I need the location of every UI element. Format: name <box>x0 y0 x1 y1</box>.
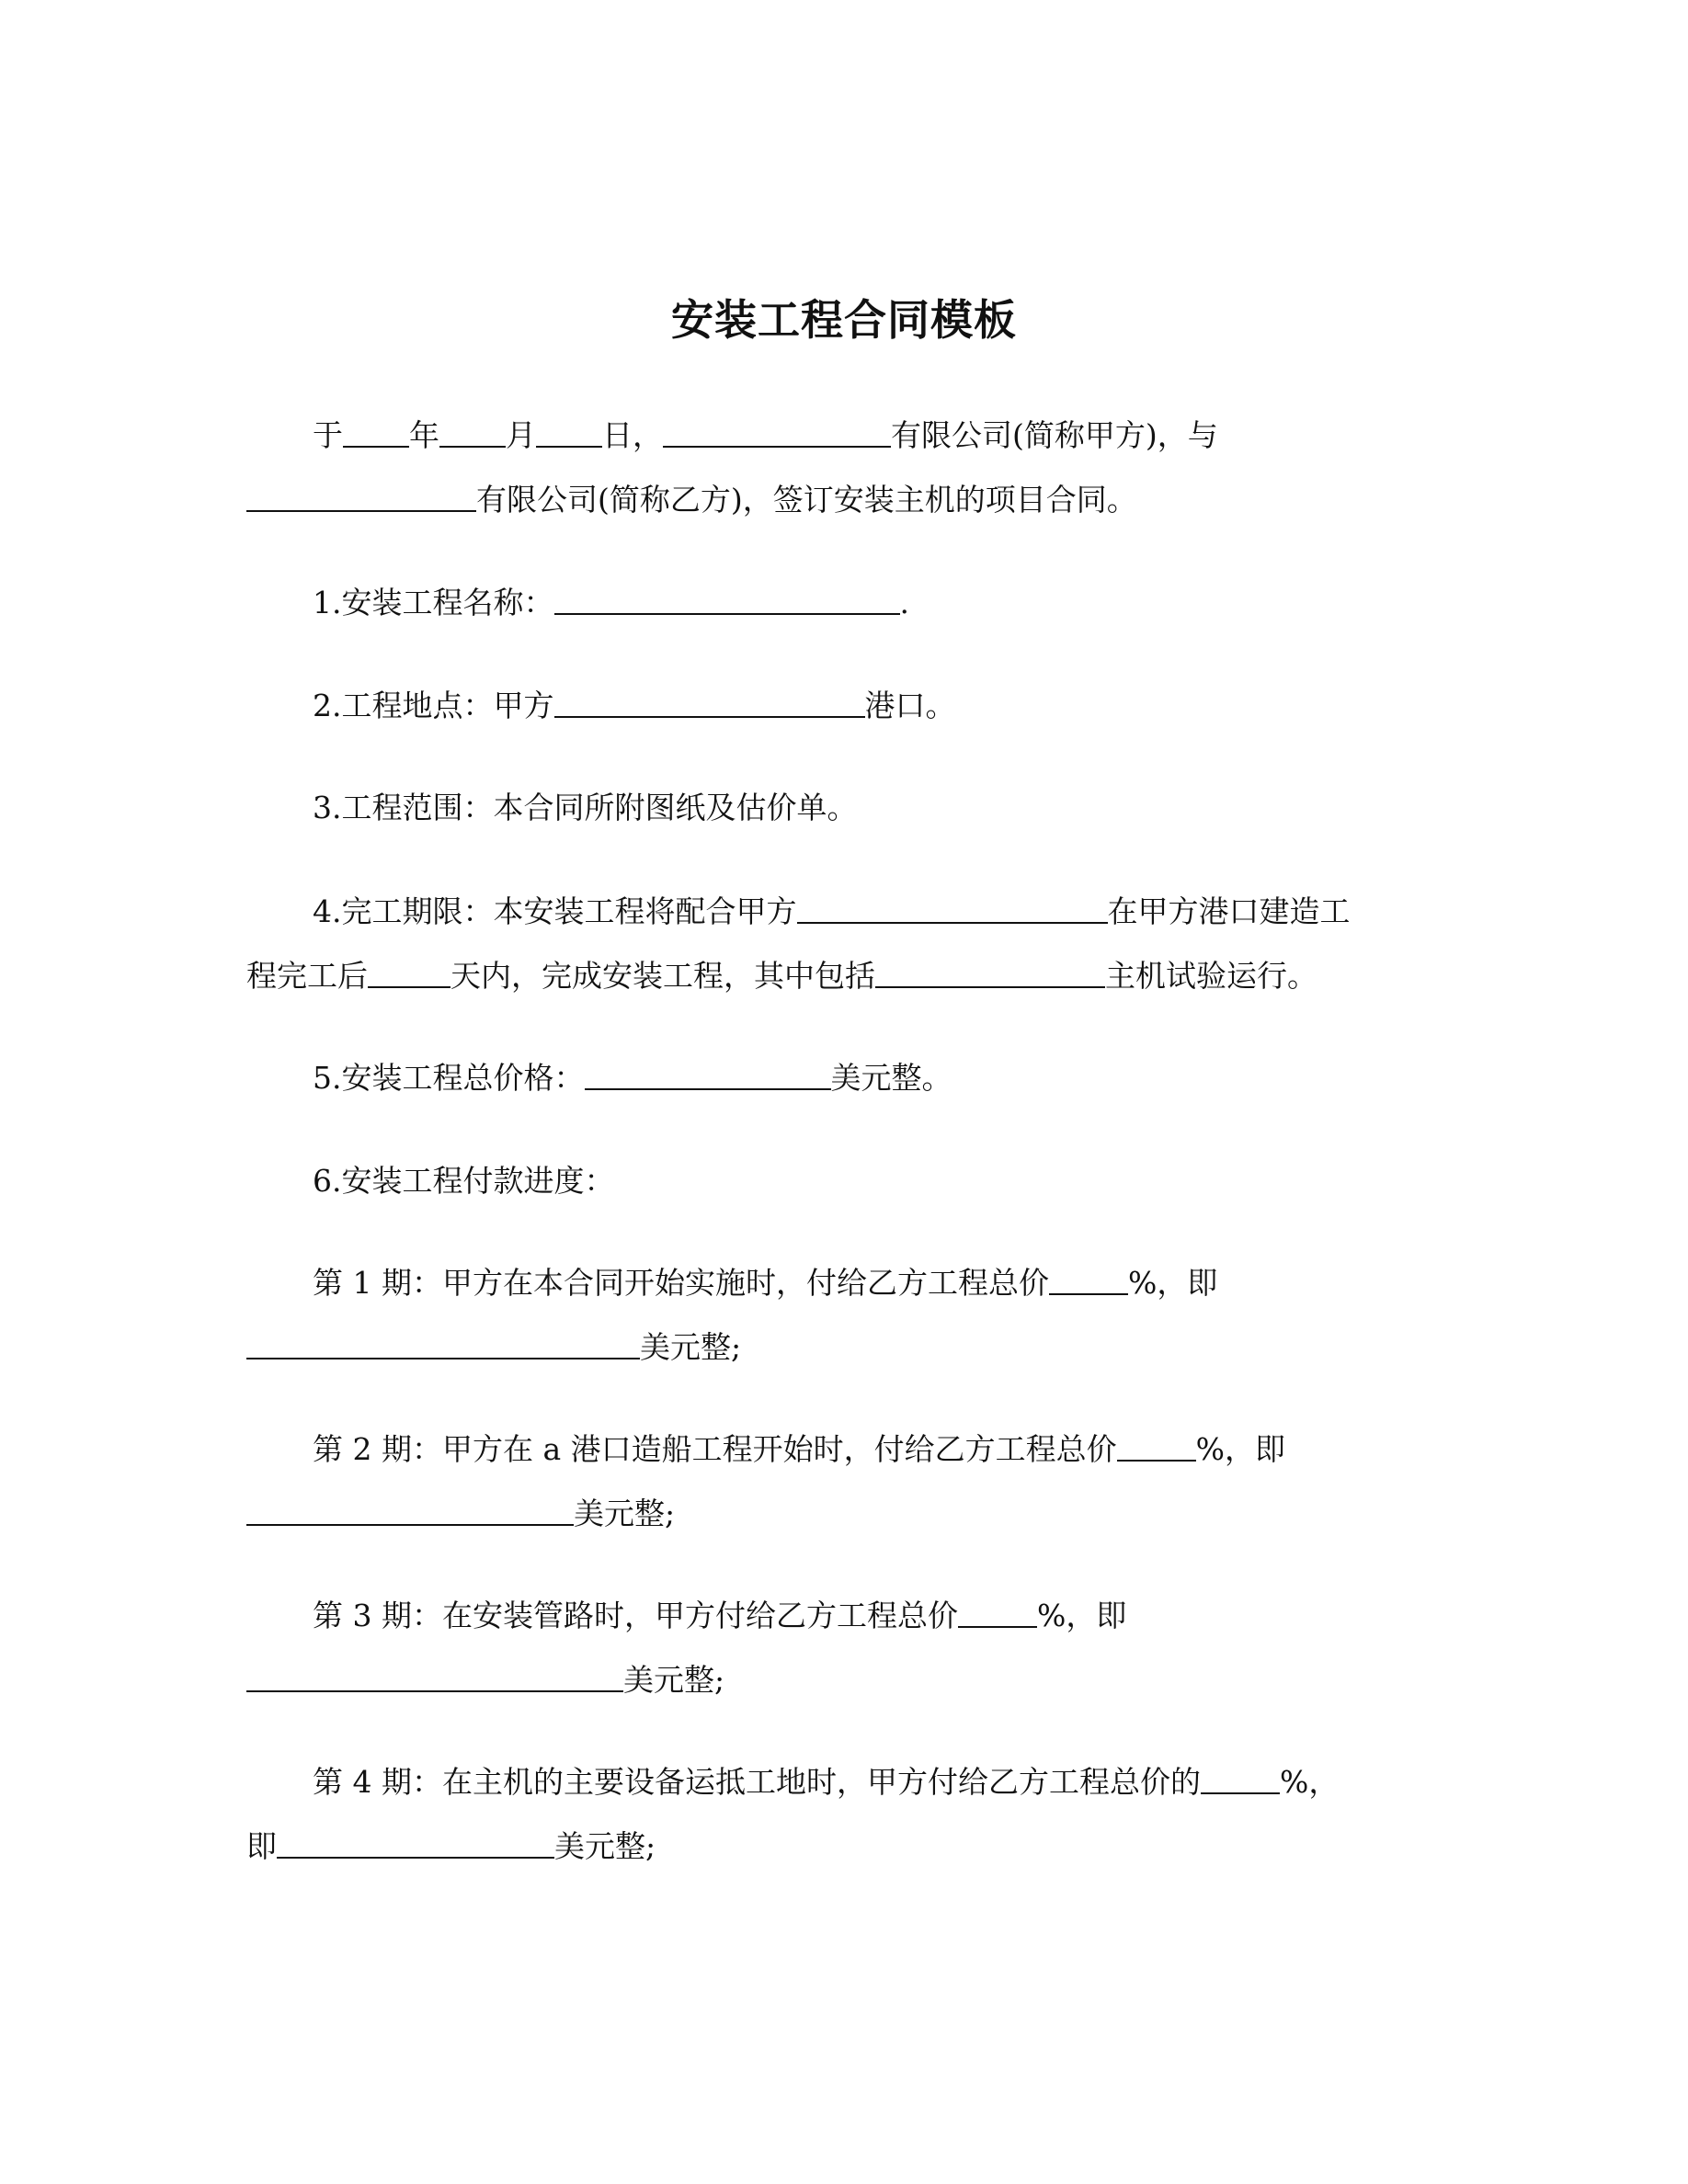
total-price-blank <box>585 1061 831 1090</box>
clause-1: 1.安装工程名称： . <box>313 585 909 620</box>
stage-2-amount-blank <box>246 1496 574 1526</box>
party-a-blank <box>663 418 891 448</box>
day-blank <box>536 418 602 448</box>
stage-4-percent-blank <box>1201 1765 1280 1794</box>
stage-4-amount-blank <box>277 1829 554 1859</box>
location-blank <box>554 688 865 718</box>
year-blank <box>343 418 409 448</box>
clause-5: 5.安装工程总价格： 美元整。 <box>313 1060 952 1096</box>
stage-1-line-1: 第 1 期：甲方在本合同开始实施时，付给乙方工程总价 %，即 <box>313 1265 1218 1301</box>
stage-1-line-2: 美元整; <box>246 1327 741 1368</box>
clause-3: 3.工程范围：本合同所附图纸及估价单。 <box>313 790 858 825</box>
clause-2: 2.工程地点：甲方 港口。 <box>313 688 956 723</box>
stage-3-line-2: 美元整; <box>246 1660 724 1701</box>
stage-2-line-2: 美元整; <box>246 1494 675 1534</box>
included-item-blank <box>875 959 1105 988</box>
stage-1-amount-blank <box>246 1330 640 1359</box>
clause-4-line-1: 4.完工期限：本安装工程将配合甲方 在甲方港口建造工 <box>313 893 1351 929</box>
project-name-blank <box>554 586 900 615</box>
construction-blank <box>797 894 1108 924</box>
party-b-blank <box>246 483 476 512</box>
days-blank <box>368 959 451 988</box>
stage-2-percent-blank <box>1117 1432 1196 1462</box>
document-title: 安装工程合同模板 <box>671 295 1017 345</box>
stage-3-amount-blank <box>246 1663 623 1692</box>
month-blank <box>439 418 506 448</box>
stage-4-line-1: 第 4 期：在主机的主要设备运抵工地时，甲方付给乙方工程总价的 %， <box>313 1764 1340 1800</box>
stage-2-line-1: 第 2 期：甲方在 a 港口造船工程开始时，付给乙方工程总价 %，即 <box>313 1431 1285 1467</box>
intro-line-2: 有限公司(简称乙方)，签订安装主机的项目合同。 <box>246 480 1137 520</box>
stage-3-line-1: 第 3 期：在安装管路时，甲方付给乙方工程总价 %，即 <box>313 1598 1127 1633</box>
stage-4-line-2: 即 美元整; <box>246 1828 656 1864</box>
stage-1-percent-blank <box>1049 1266 1128 1295</box>
stage-3-percent-blank <box>958 1598 1037 1628</box>
clause-4-line-2: 程完工后 天内，完成安装工程，其中包括 主机试验运行。 <box>246 958 1317 994</box>
intro-line-1: 于 年 月 日， 有限公司(简称甲方)，与 <box>313 417 1218 453</box>
clause-6: 6.安装工程付款进度： <box>313 1163 615 1199</box>
